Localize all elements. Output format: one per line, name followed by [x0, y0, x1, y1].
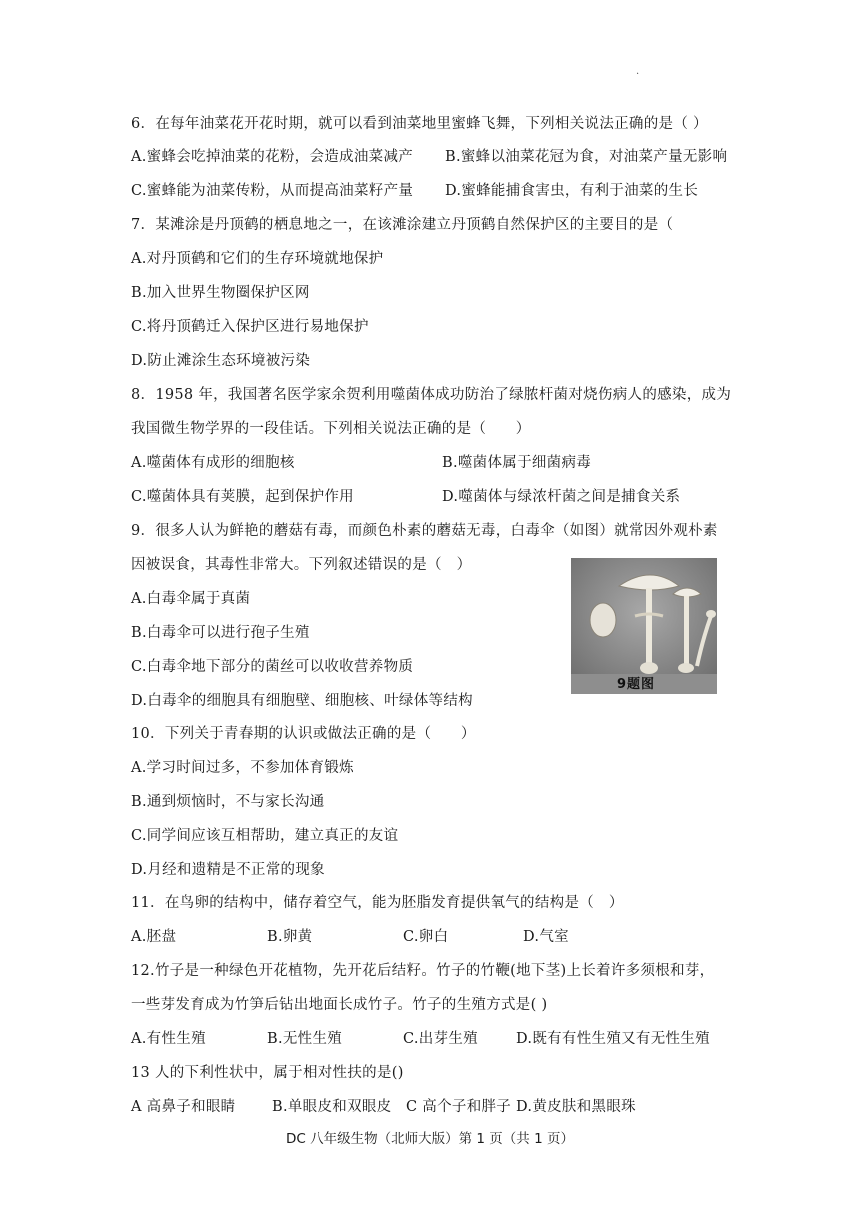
q9-option-a: A.白毒伞属于真菌	[131, 591, 251, 607]
q12-option-b: B.无性生殖	[267, 1031, 343, 1047]
q8-stem-line1: 8．1958 年，我国著名医学家余贺利用噬菌体成功防治了绿脓杆菌对烧伤病人的感染，成为	[131, 387, 732, 403]
q10-stem: 10．下列关于青春期的认识或做法正确的是（ ）	[131, 726, 476, 742]
q11-stem: 11．在鸟卵的结构中，储存着空气，能为胚脂发育提供氧气的结构是（ ）	[131, 895, 624, 911]
q13-option-d: D.黄皮肤和黑眼珠	[516, 1099, 636, 1115]
q13-stem: 13 人的下利性状中，属于相对性扶的是()	[131, 1065, 404, 1081]
q12-stem-line1: 12.竹子是一种绿色开花植物，先开花后结籽。竹子的竹鞭(地下茎)上长着许多须根和芽，	[131, 963, 715, 979]
q7-option-b: B.加入世界生物圈保护区网	[131, 285, 310, 301]
page-mark: .	[636, 66, 640, 77]
q7-option-d: D.防止滩涂生态环境被污染	[131, 353, 311, 369]
q8-option-b: B.噬菌体属于细菌病毒	[442, 455, 592, 471]
q11-option-c: C.卵白	[403, 929, 449, 945]
q6-stem: 6．在每年油菜花开花时期，就可以看到油菜地里蜜蜂飞舞，下列相关说法正确的是（ ）	[131, 116, 708, 132]
mushroom-figure	[571, 558, 717, 694]
q10-option-c: C.同学间应该互相帮助，建立真正的友谊	[131, 828, 399, 844]
q6-option-c: C.蜜蜂能为油菜传粉，从而提高油菜籽产量	[131, 183, 414, 199]
q7-option-c: C.将丹顶鹤迁入保护区进行易地保护	[131, 319, 369, 335]
q10-option-b: B.通到烦恼时，不与家长沟通	[131, 794, 325, 810]
q6-option-d: D.蜜蜂能捕食害虫，有利于油菜的生长	[445, 183, 699, 199]
q6-option-a: A.蜜蜂会吃掉油菜的花粉，会造成油菜减产	[131, 149, 414, 165]
q12-option-d: D.既有有性生殖又有无性生殖	[516, 1031, 710, 1047]
q10-option-d: D.月经和遗精是不正常的现象	[131, 862, 325, 878]
q8-option-d: D.噬菌体与绿浓杆菌之间是捕食关系	[442, 489, 681, 505]
q11-option-d: D.气室	[523, 929, 569, 945]
q9-option-d: D.白毒伞的细胞具有细胞壁、细胞核、叶绿体等结构	[131, 693, 473, 709]
q6-option-b: B.蜜蜂以油菜花冠为食，对油菜产量无影响	[445, 149, 728, 165]
q10-option-a: A.学习时间过多，不参加体育锻炼	[131, 760, 354, 776]
q12-option-a: A.有性生殖	[131, 1031, 206, 1047]
q9-option-b: B.白毒伞可以进行孢子生殖	[131, 625, 310, 641]
q9-option-c: C.白毒伞地下部分的菌丝可以收收营养物质	[131, 659, 414, 675]
page-footer: DC 八年级生物（北师大版）第 1 页（共 1 页）	[286, 1131, 574, 1147]
q9-stem-line2: 因被误食，其毒性非常大。下列叙述错误的是（ ）	[131, 557, 472, 573]
q13-option-a: A 高鼻子和眼睛	[131, 1099, 236, 1115]
q8-option-a: A.噬菌体有成形的细胞核	[131, 455, 295, 471]
q7-stem: 7．某滩涂是丹顶鹤的栖息地之一，在该滩涂建立丹顶鹤自然保护区的主要目的是（	[131, 217, 674, 233]
q7-option-a: A.对丹顶鹤和它们的生存环境就地保护	[131, 251, 384, 267]
q12-stem-line2: 一些芽发育成为竹笋后钻出地面长成竹子。竹子的生殖方式是( )	[131, 997, 548, 1013]
figure-caption: 9题图	[617, 677, 656, 692]
q12-option-c: C.出芽生殖	[403, 1031, 478, 1047]
q9-stem-line1: 9．很多人认为鲜艳的蘑菇有毒，而颜色朴素的蘑菇无毒，白毒伞（如图）就常因外观朴素	[131, 523, 718, 539]
q13-option-b: B.单眼皮和双眼皮	[272, 1099, 392, 1115]
q13-option-c: C 高个子和胖子	[406, 1099, 512, 1115]
q11-option-b: B.卵黄	[267, 929, 313, 945]
q8-stem-line2: 我国微生物学界的一段佳话。下列相关说法正确的是（ ）	[131, 421, 531, 437]
q8-option-c: C.噬菌体具有荚膜，起到保护作用	[131, 489, 354, 505]
q11-option-a: A.胚盘	[131, 929, 177, 945]
